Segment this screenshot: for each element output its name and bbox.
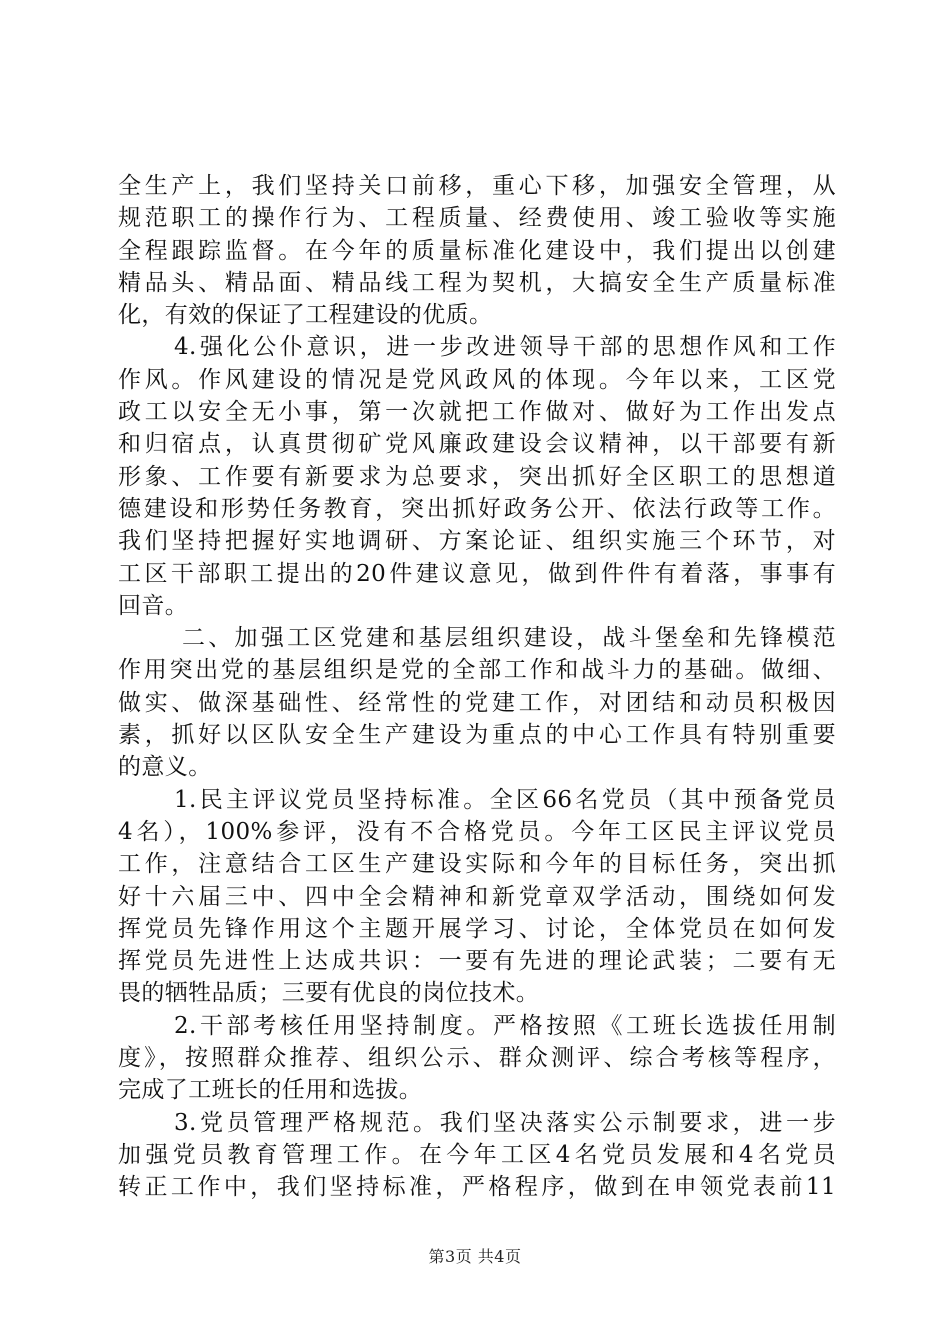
text-line: 形象、工作要有新要求为总要求，突出抓好全区职工的思想道 [118, 463, 836, 490]
text-line: 的意义。 [118, 754, 212, 781]
text-line: 度》，按照群众推荐、组织公示、群众测评、综合考核等程序， [118, 1045, 836, 1072]
text-line: 工作，注意结合工区生产建设实际和今年的目标任务，突出抓 [118, 851, 836, 878]
text-line: 规范职工的操作行为、工程质量、经费使用、竣工验收等实施 [118, 205, 836, 232]
text-line: 3.党员管理严格规范。我们坚决落实公示制要求，进一步 [174, 1109, 836, 1136]
text-line: 二、加强工区党建和基层组织建设，战斗堡垒和先锋模范 [182, 625, 836, 652]
text-line: 化，有效的保证了工程建设的优质。 [118, 302, 493, 329]
text-line: 工区干部职工提出的20件建议意见，做到件件有着落，事事有 [118, 560, 836, 587]
text-line: 德建设和形势任务教育，突出抓好政务公开、依法行政等工作。 [118, 495, 836, 522]
text-line: 作用突出党的基层组织是党的全部工作和战斗力的基础。做细、 [118, 657, 836, 684]
text-line: 加强党员教育管理工作。在今年工区4名党员发展和4名党员 [118, 1141, 836, 1168]
text-line: 素，抓好以区队安全生产建设为重点的中心工作具有特别重要 [118, 722, 836, 749]
text-line: 全程跟踪监督。在今年的质量标准化建设中，我们提出以创建 [118, 237, 836, 264]
text-line: 4名），100%参评，没有不合格党员。今年工区民主评议党员 [118, 818, 836, 845]
text-line: 和归宿点，认真贯彻矿党风廉政建设会议精神，以干部要有新 [118, 431, 836, 458]
text-line: 1.民主评议党员坚持标准。全区66名党员（其中预备党员 [174, 786, 836, 813]
text-line: 完成了工班长的任用和选拔。 [118, 1077, 423, 1104]
text-line: 挥党员先锋作用这个主题开展学习、讨论，全体党员在如何发 [118, 915, 836, 942]
text-line: 做实、做深基础性、经常性的党建工作，对团结和动员积极因 [118, 689, 836, 716]
text-line: 挥党员先进性上达成共识：一要有先进的理论武装；二要有无 [118, 948, 836, 975]
text-line: 4.强化公仆意识，进一步改进领导干部的思想作风和工作 [174, 334, 836, 361]
text-line: 畏的牺牲品质；三要有优良的岗位技术。 [118, 980, 540, 1007]
text-line: 政工以安全无小事，第一次就把工作做对、做好为工作出发点 [118, 399, 836, 426]
text-line: 全生产上，我们坚持关口前移，重心下移，加强安全管理，从 [118, 173, 836, 199]
text-line: 2.干部考核任用坚持制度。严格按照《工班长选拔任用制 [174, 1012, 836, 1039]
text-line: 我们坚持把握好实地调研、方案论证、组织实施三个环节，对 [118, 528, 836, 555]
text-line: 回音。 [118, 592, 189, 619]
text-line: 精品头、精品面、精品线工程为契机，大搞安全生产质量标准 [118, 269, 836, 296]
text-line: 转正工作中，我们坚持标准，严格程序，做到在申领党表前11 [118, 1174, 836, 1201]
text-line: 好十六届三中、四中全会精神和新党章双学活动，围绕如何发 [118, 883, 836, 910]
text-line: 作风。作风建设的情况是党风政风的体现。今年以来，工区党 [118, 366, 836, 393]
page-footer: 第3页 共4页 [428, 1247, 522, 1266]
document-body [118, 170, 836, 1204]
